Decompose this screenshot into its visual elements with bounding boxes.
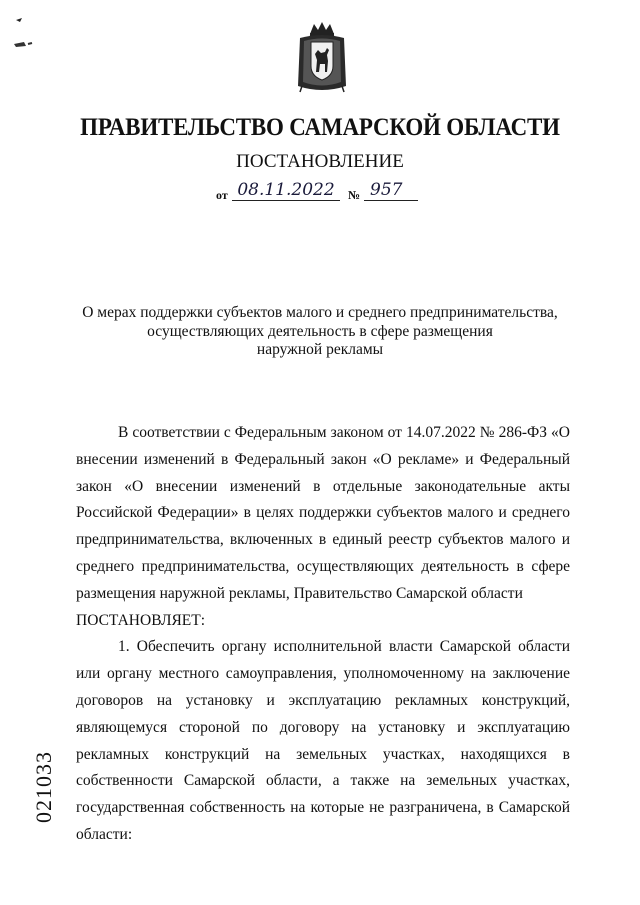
side-registration-code [26, 742, 62, 832]
subject-line: О мерах поддержки субъектов малого и среднего предпринимательства, [82, 304, 558, 321]
number-prefix: № [348, 188, 361, 202]
corner-mark-icon [6, 6, 42, 50]
preamble-paragraph: В соответствии с Федеральным законом от 14.07.2022 № 286-ФЗ «О внесении изменений в Федеральный закон «О рекламе» и Федеральный закон «О внесении изменений в отдельные законодательные акты Российской Федерации» в целях поддержки субъектов малого и среднего предпринимательства, включенных в единый реестр субъектов малого и среднего предпринимательства, осуществляющих деятельность в сфере размещения наружной рекламы, Правительство Самарской области [76, 424, 570, 602]
subject-line: наружной рекламы [256, 341, 384, 358]
decree-word: ПОСТАНОВЛЯЕТ: [76, 611, 206, 629]
date-prefix: от [216, 188, 228, 202]
subject-line: осуществляющих деятельность в сфере размещения [147, 322, 493, 340]
government-title: ПРАВИТЕЛЬСТВО САМАРСКОЙ ОБЛАСТИ [80, 112, 560, 141]
side-code-text: 021033 [31, 751, 56, 823]
document-body [76, 420, 570, 849]
date-number-line [214, 180, 434, 206]
document-subject [60, 304, 580, 360]
coat-of-arms-icon [294, 20, 350, 94]
item-1-paragraph: 1. Обеспечить органу исполнительной власти Самарской области или органу местного самоуправления, уполномоченному на заключение договоров на установку и эксплуатацию рекламных конструкций, являющемуся стороной по договору на установку и эксплуатацию рекламных конструкций на земельных участках, находящихся в собственности Самарской области, а также на земельных участках, государственная собственность на которые не разграничена, в Самарской области: [76, 638, 570, 843]
document-date: 08.11.2022 [232, 180, 340, 201]
document-type: ПОСТАНОВЛЕНИЕ [236, 151, 404, 172]
document-number: 957 [364, 180, 418, 201]
